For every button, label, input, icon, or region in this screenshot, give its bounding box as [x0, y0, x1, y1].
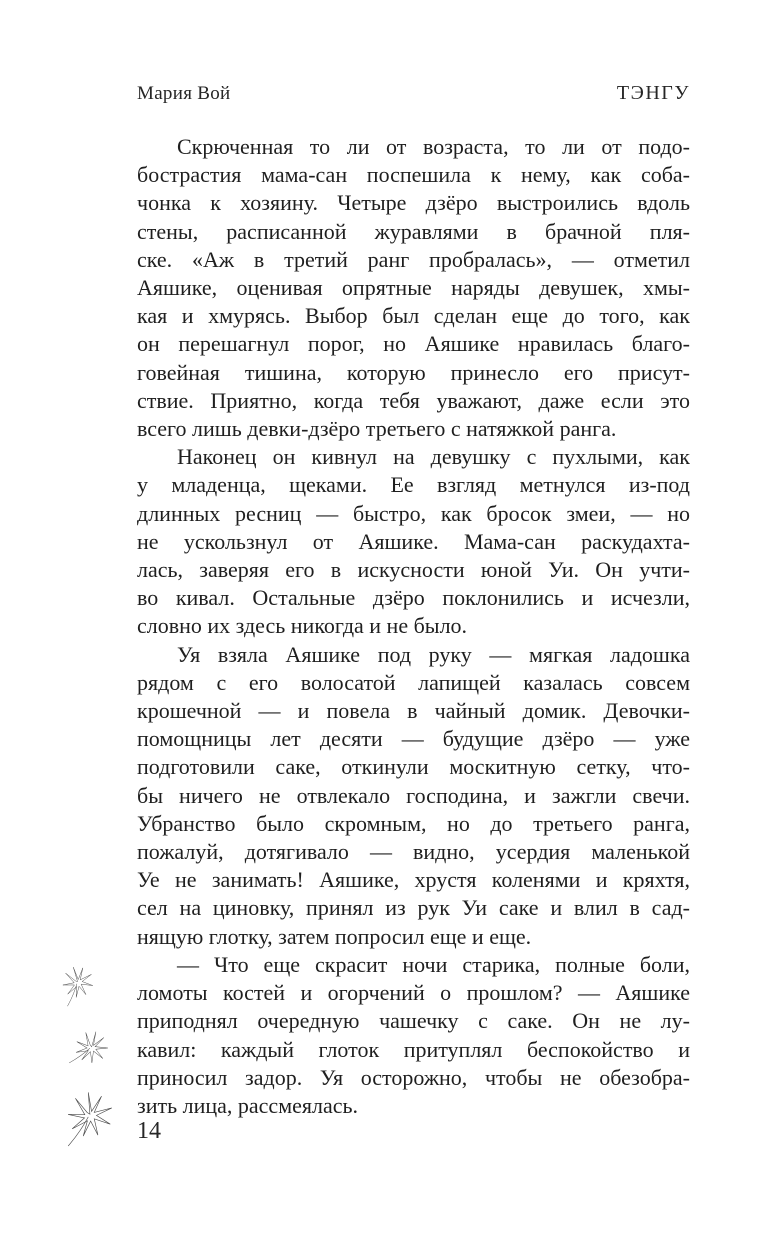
text-line: кая и хмурясь. Выбор был сделан еще до того, как — [137, 303, 690, 329]
text-line: лась, заверяя его в искусности юной Уи. Он учти- — [137, 557, 690, 583]
text-line: пожалуй, дотягивало — видно, усердия маленькой — [137, 839, 690, 865]
text-line: длинных ресниц — быстро, как бросок змеи, — но — [137, 500, 690, 526]
text-line: Убранство было скромным, но до третьего ранга, — [137, 810, 690, 836]
text-line: во кивал. Остальные дзёро поклонились и исчезли, — [137, 585, 690, 611]
paragraph — [137, 443, 690, 640]
text-line: говейная тишина, которую принесло его присут- — [137, 359, 690, 385]
text-line: словно их здесь никогда и не было. — [137, 613, 468, 639]
text-line: подготовили саке, откинули москитную сетку, что- — [137, 754, 690, 780]
text-line: Аяшике, оценивая опрятные наряды девушек, хмы- — [137, 275, 690, 301]
text-line: приносил задор. Уя осторожно, чтобы не обезобра- — [137, 1064, 690, 1090]
text-line: кавил: каждый глоток притуплял беспокойство и — [137, 1036, 690, 1062]
running-header — [137, 82, 690, 105]
text-line: у младенца, щеками. Ее взгляд метнулся из-под — [137, 472, 690, 498]
text-line: нящую глотку, затем попросил еще и еще. — [137, 923, 532, 949]
text-line: бострастия мама-сан поспешила к нему, как соба- — [137, 162, 690, 188]
maple-leaf-icon — [61, 1018, 118, 1078]
text-line: рядом с его волосатой лапищей казалась совсем — [137, 669, 690, 695]
text-line: ствие. Приятно, когда тебя уважают, даже если это — [137, 387, 690, 413]
text-line: зить лица, рассмеялась. — [137, 1092, 359, 1118]
text-line: приподнял очередную чашечку с саке. Он не лу- — [137, 1008, 690, 1034]
text-line: ске. «Аж в третий ранг пробралась», — отметил — [137, 246, 690, 272]
text-line: Наконец он кивнул на девушку с пухлыми, как — [177, 444, 690, 470]
text-line: не ускользнул от Аяшике. Мама-сан раскудахта- — [137, 528, 690, 554]
header-author: Мария Вой — [137, 83, 231, 104]
text-line: бы ничего не отвлекало господина, и зажгли свечи. — [137, 782, 690, 808]
text-line: Уе не занимать! Аяшике, хрустя коленями и кряхтя, — [137, 867, 690, 893]
text-line: Уя взяла Аяшике под руку — мягкая ладошка — [177, 641, 690, 667]
text-line: — Что еще скрасит ночи старика, полные боли, — [177, 951, 690, 977]
maple-leaf-icon — [52, 1081, 123, 1153]
text-line: Скрюченная то ли от возраста, то ли от подо- — [177, 134, 690, 159]
paragraph — [137, 133, 690, 443]
text-line: чонка к хозяину. Четыре дзёро выстроились вдоль — [137, 190, 690, 216]
text-line: он перешагнул порог, но Аяшике нравилась благо- — [137, 331, 690, 357]
text-line: крошечной — и повела в чайный домик. Девочки- — [137, 698, 690, 724]
page-number: 14 — [137, 1118, 161, 1144]
text-line: ломоты костей и огорчений о прошлом? — Аяшике — [137, 980, 690, 1006]
maple-leaf-icon — [48, 954, 105, 1013]
text-line: сел на циновку, принял из рук Уи саке и влил в сад- — [137, 895, 690, 921]
paragraph — [137, 641, 690, 951]
header-book-title: ТЭНГУ — [616, 82, 690, 104]
paragraph — [137, 951, 690, 1120]
text-line: всего лишь девки-дзёро третьего с натяжкой ранга. — [137, 416, 617, 442]
text-line: стены, расписанной журавлями в брачной пля- — [137, 218, 690, 244]
text-line: помощницы лет десяти — будущие дзёро — уже — [137, 726, 690, 752]
body-text — [137, 133, 690, 1120]
